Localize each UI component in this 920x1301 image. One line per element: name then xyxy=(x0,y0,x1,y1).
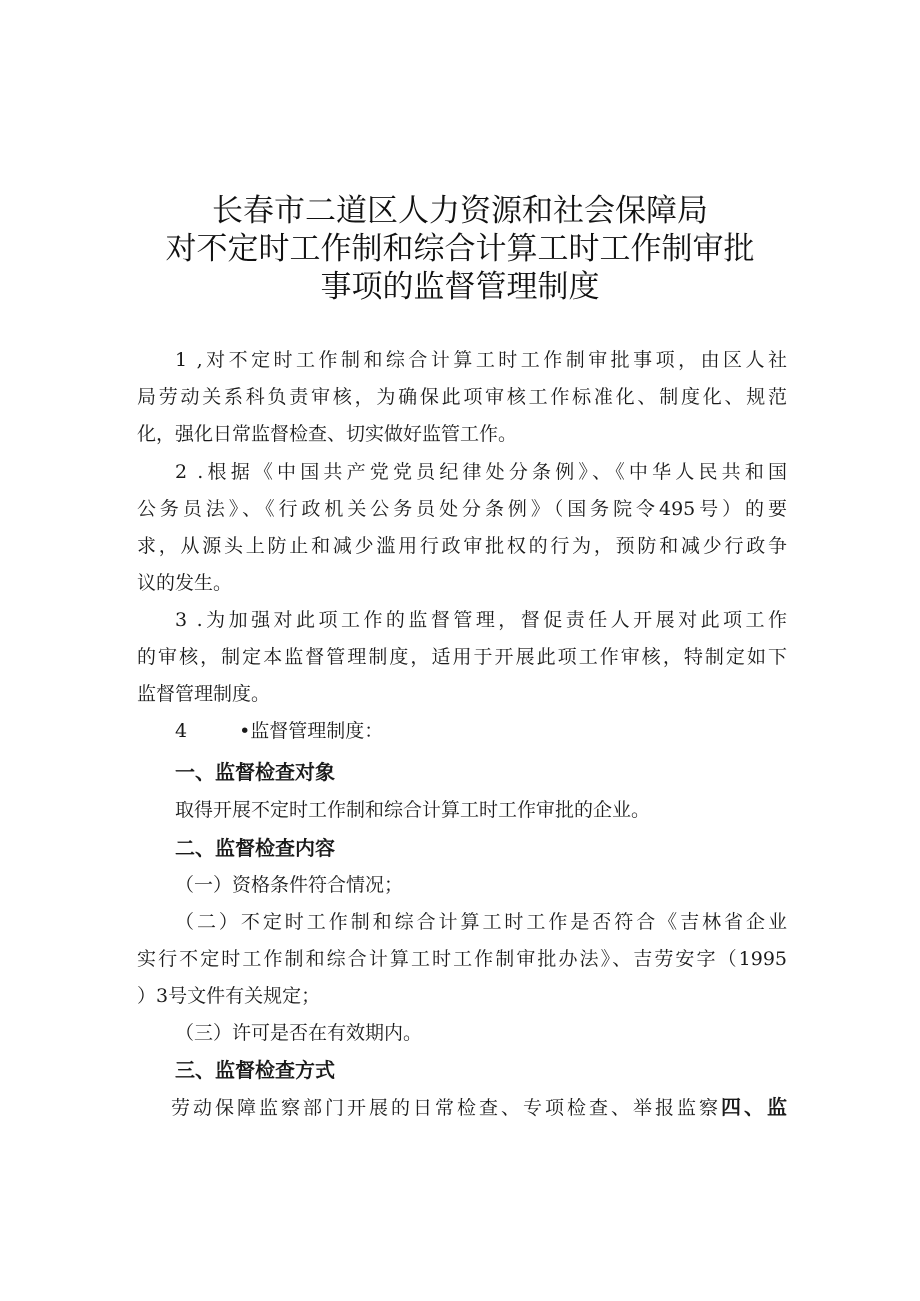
document-title xyxy=(0,192,920,306)
para2-line-1: 2 .根据《中国共产党党员纪律处分条例》、《中华人民共和国 xyxy=(175,461,787,483)
section4-heading-start: 四、监 xyxy=(721,1095,787,1119)
para1-line-1: 1 ,对不定时工作制和综合计算工时工作制审批事项，由区人社 xyxy=(175,349,787,371)
para2-line-2: 公务员法》、《行政机关公务员处分条例》（国务院令495号）的要 xyxy=(137,498,787,520)
section2-item-3: （三）许可是否在有效期内。 xyxy=(175,1022,423,1044)
section2-item-1: （一）资格条件符合情况； xyxy=(175,874,404,896)
para1-line-3: 化，强化日常监督检查、切实做好监管工作。 xyxy=(137,423,518,445)
para4-number: 4 xyxy=(175,720,188,742)
title-line-1: 长春市二道区人力资源和社会保障局 xyxy=(212,193,708,229)
section2-item-2-line-1: （二）不定时工作制和综合计算工时工作是否符合《吉林省企业 xyxy=(175,911,787,933)
para4-text: •监督管理制度： xyxy=(239,720,384,742)
para4-line xyxy=(137,717,787,745)
para1-line-2: 局劳动关系科负责审核，为确保此项审核工作标准化、制度化、规范 xyxy=(137,386,787,408)
section3-text-line xyxy=(137,1093,787,1122)
para2-line-4: 议的发生。 xyxy=(137,572,233,594)
section1-text: 取得开展不定时工作制和综合计算工时工作审批的企业。 xyxy=(175,799,651,821)
title-line-2: 对不定时工作制和综合计算工时工作制审批 xyxy=(165,231,755,267)
section3-text: 劳动保障监察部门开展的日常检查、专项检查、举报监察 xyxy=(171,1097,721,1119)
para2-line-3: 求，从源头上防止和减少滥用行政审批权的行为，预防和减少行政争 xyxy=(137,535,787,557)
section2-item-2-line-3: ）3号文件有关规定； xyxy=(137,985,321,1007)
para3-line-2: 的审核，制定本监督管理制度，适用于开展此项工作审核，特制定如下 xyxy=(137,646,787,668)
section3-heading: 三、监督检查方式 xyxy=(175,1058,335,1082)
para3-line-3: 监督管理制度。 xyxy=(137,683,271,705)
section1-heading: 一、监督检查对象 xyxy=(175,760,335,784)
title-line-3: 事项的监督管理制度 xyxy=(320,269,600,305)
para3-line-1: 3 .为加强对此项工作的监督管理，督促责任人开展对此项工作 xyxy=(175,609,787,631)
section2-heading: 二、监督检查内容 xyxy=(175,836,335,860)
section2-item-2-line-2: 实行不定时工作制和综合计算工时工作制审批办法》、吉劳安字（1995 xyxy=(137,948,787,970)
